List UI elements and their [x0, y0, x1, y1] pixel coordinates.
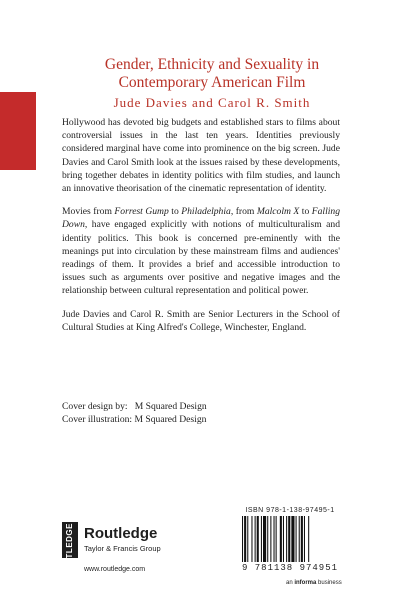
film-title-philadelphia: Philadelphia: [181, 206, 231, 218]
informa-tagline: an informa business: [286, 580, 342, 586]
publisher-group: Taylor & Francis Group: [84, 544, 161, 553]
publisher-url: www.routledge.com: [84, 566, 146, 573]
book-authors: Jude Davies and Carol R. Smith: [113, 95, 311, 110]
cover-illustration-credit: Cover illustration: M Squared Design: [62, 414, 207, 426]
book-title-line-1: Gender, Ethnicity and Sexuality in: [104, 56, 320, 73]
barcode-digits: 9 781138 974951: [241, 563, 338, 573]
film-title-falling-down: Falling Down: [62, 206, 340, 231]
routledge-logo-icon: ROUTLEDGE: [62, 522, 78, 558]
isbn-label: ISBN 978-1-138-97495-1: [245, 507, 335, 514]
blurb-paragraph-2: Movies from Forrest Gump to Philadelphia, from Malcolm X to Falling Down, have engaged explicitly with notions of multiculturalism and identity politics. This book is concerned pre-eminently with the meanings put into circulation by these mainstream films and audiences' readings of them. It provides a brief and accessible introduction to issues such as arguments over positive and negative images and the relationship between cultural representation and political power.: [62, 206, 340, 297]
barcode-block: [238, 507, 342, 577]
cover-design-credit: Cover design by: M Squared Design: [62, 401, 207, 412]
title-block: [62, 56, 362, 111]
red-accent-tab: [0, 92, 36, 170]
film-title-forrest-gump: Forrest Gump: [114, 206, 169, 218]
cover-credits: [62, 400, 340, 426]
author-bio-paragraph: Jude Davies and Carol R. Smith are Senior Lecturers in the School of Cultural Studies at King Alfred's College, Winchester, England.: [62, 308, 340, 333]
publisher-name: Routledge: [84, 525, 158, 542]
film-title-malcolm-x: Malcolm X: [256, 206, 300, 218]
book-title-line-2: Contemporary American Film: [118, 74, 306, 91]
blurb-paragraph-1: Hollywood has devoted big budgets and established stars to films about controversial issues in the last ten years. Identities previously considered marginal have come into prominence on the big screen. Jude Davies and Carol Smith look at the issues raised by these developments, bring together debates in identity politics with film studies, and launch an innovative theorisation of the cinematic representation of identity.: [62, 117, 340, 195]
publisher-block: [62, 522, 202, 578]
barcode-icon: [238, 516, 342, 562]
back-cover-blurb: [62, 116, 340, 344]
